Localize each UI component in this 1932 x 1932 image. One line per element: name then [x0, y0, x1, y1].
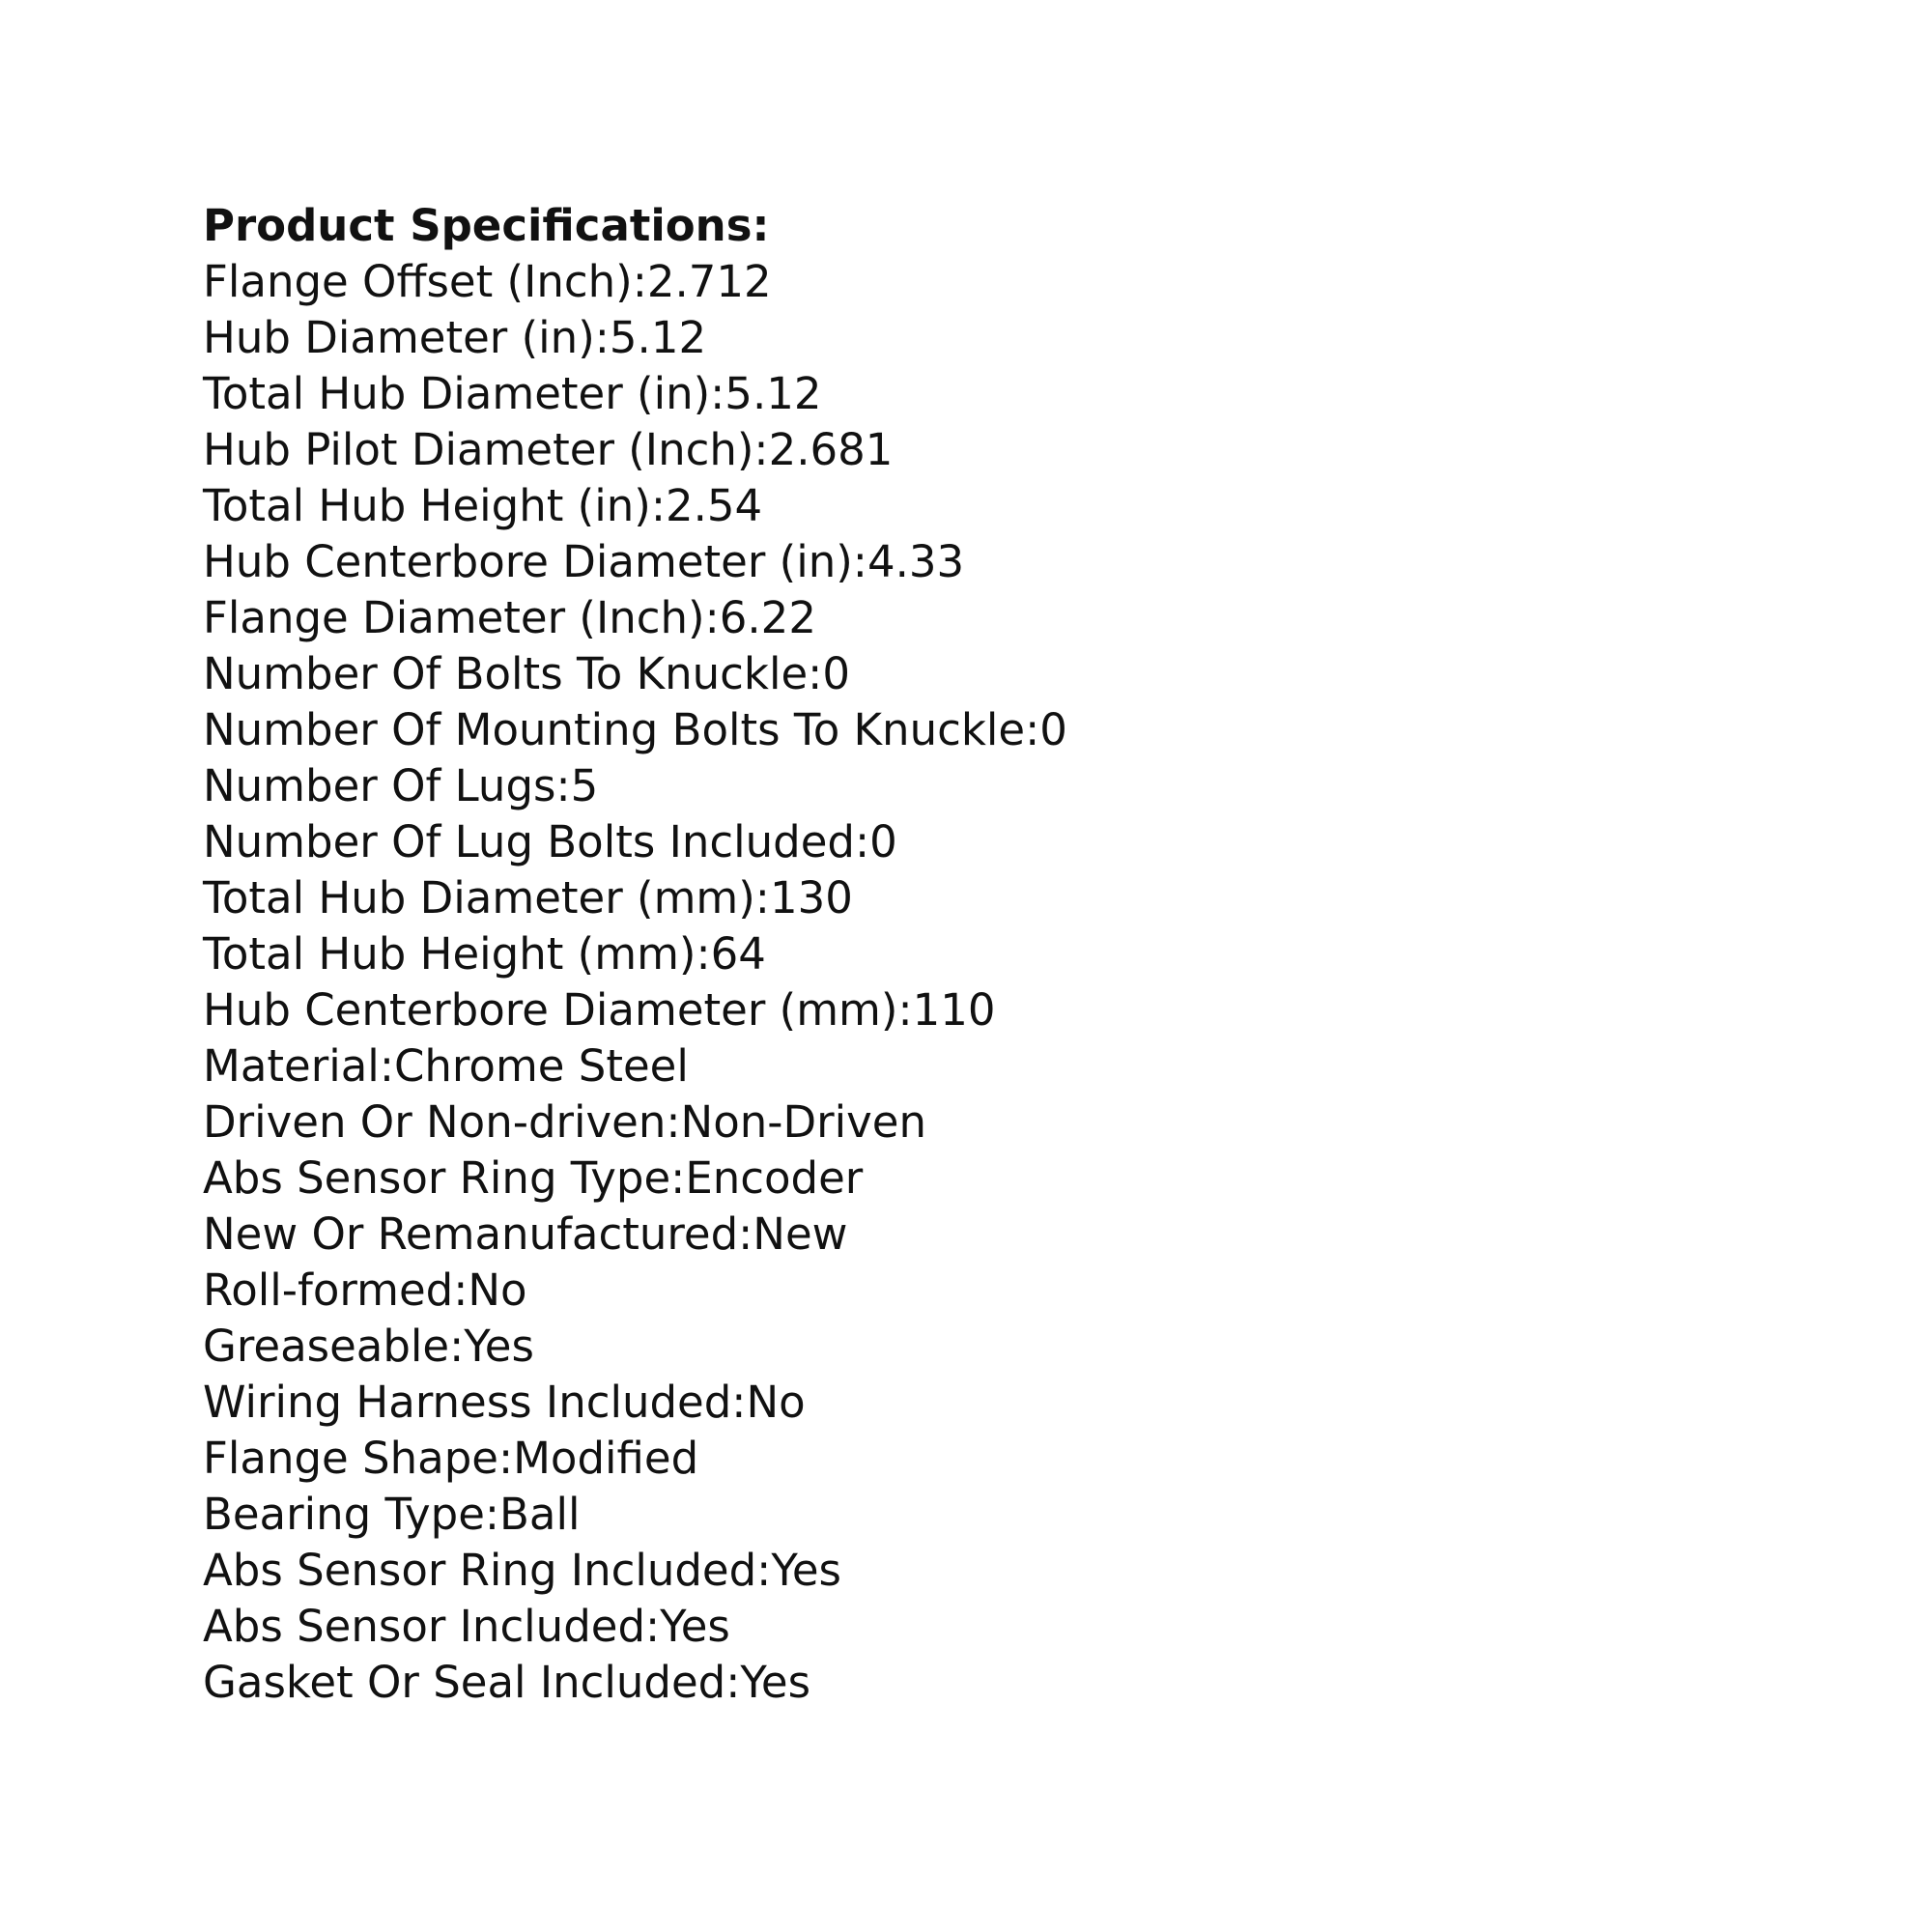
spec-number-of-bolts-to-knuckle: Number Of Bolts To Knuckle:0	[203, 648, 850, 699]
spec-roll-formed: Roll-formed:No	[203, 1264, 527, 1316]
spec-gasket-or-seal-included: Gasket Or Seal Included:Yes	[203, 1657, 811, 1708]
spec-wiring-harness-included: Wiring Harness Included:No	[203, 1377, 806, 1428]
spec-hub-diameter-in: Hub Diameter (in):5.12	[203, 312, 707, 363]
spec-material: Material:Chrome Steel	[203, 1040, 689, 1092]
spec-abs-sensor-included: Abs Sensor Included:Yes	[203, 1601, 730, 1652]
specifications-heading: Product Specifications:	[203, 200, 770, 251]
spec-new-or-remanufactured: New Or Remanufactured:New	[203, 1208, 848, 1260]
spec-flange-diameter-inch: Flange Diameter (Inch):6.22	[203, 592, 816, 643]
spec-hub-centerbore-diameter-in: Hub Centerbore Diameter (in):4.33	[203, 536, 965, 587]
spec-bearing-type: Bearing Type:Ball	[203, 1489, 581, 1540]
spec-abs-sensor-ring-included: Abs Sensor Ring Included:Yes	[203, 1545, 841, 1596]
spec-flange-shape: Flange Shape:Modified	[203, 1433, 699, 1484]
spec-hub-pilot-diameter-inch: Hub Pilot Diameter (Inch):2.681	[203, 424, 894, 475]
product-specifications	[203, 198, 1845, 1711]
spec-number-of-lug-bolts-included: Number Of Lug Bolts Included:0	[203, 816, 897, 867]
spec-driven-or-non-driven: Driven Or Non-driven:Non-Driven	[203, 1096, 926, 1148]
spec-total-hub-diameter-in: Total Hub Diameter (in):5.12	[203, 368, 822, 419]
spec-flange-offset-inch: Flange Offset (Inch):2.712	[203, 256, 772, 307]
spec-total-hub-height-mm: Total Hub Height (mm):64	[203, 928, 766, 980]
spec-total-hub-height-in: Total Hub Height (in):2.54	[203, 480, 763, 531]
spec-total-hub-diameter-mm: Total Hub Diameter (mm):130	[203, 872, 853, 923]
spec-abs-sensor-ring-type: Abs Sensor Ring Type:Encoder	[203, 1152, 864, 1204]
spec-greaseable: Greaseable:Yes	[203, 1321, 534, 1372]
spec-number-of-lugs: Number Of Lugs:5	[203, 760, 599, 811]
spec-number-of-mounting-bolts-to-knuckle: Number Of Mounting Bolts To Knuckle:0	[203, 704, 1067, 755]
spec-hub-centerbore-diameter-mm: Hub Centerbore Diameter (mm):110	[203, 984, 996, 1036]
spec-list	[203, 254, 1845, 1711]
